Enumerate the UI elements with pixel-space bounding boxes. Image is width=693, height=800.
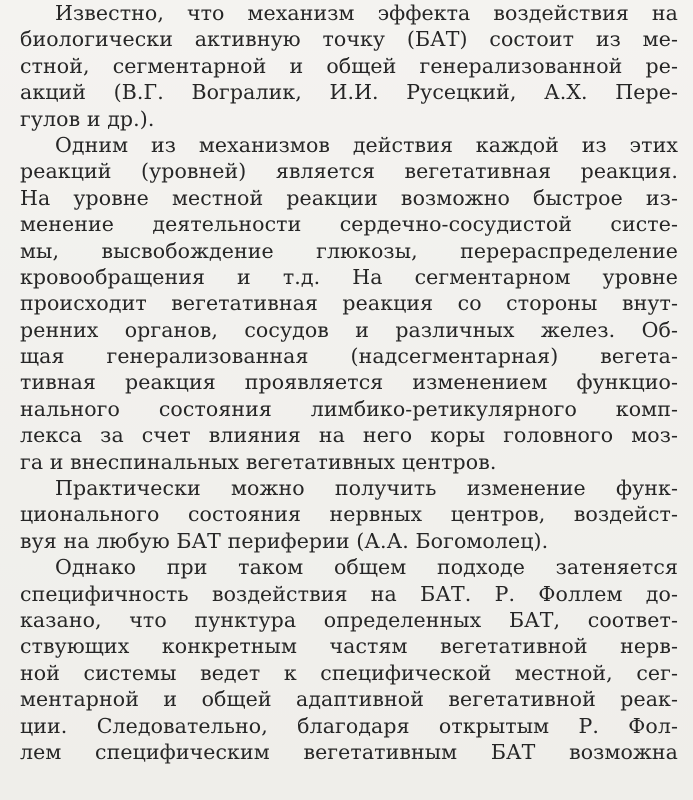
text-line: нального состояния лимбико-ретикулярного комп- — [20, 396, 678, 421]
text-line: ции. Следовательно, благодаря открытым Р. Фол- — [20, 713, 678, 738]
text-line: кровообращения и т.д. На сегментарном уровне — [20, 264, 678, 289]
text-line: ствующих конкретным частям вегетативной нерв- — [20, 634, 678, 659]
text-line: менение деятельности сердечно-сосудистой систе- — [20, 212, 678, 237]
paragraph-3 — [20, 475, 678, 554]
text-line: щая генерализованная (надсегментарная) вегета- — [20, 344, 678, 369]
text-line: Одним из механизмов действия каждой из этих — [55, 132, 678, 157]
text-line: ренних органов, сосудов и различных желез. Об- — [20, 317, 678, 342]
text-line: лекса за счет влияния на него коры головного моз- — [20, 423, 678, 448]
text-line: Практически можно получить изменение функ- — [55, 476, 678, 501]
text-line: стной, сегментарной и общей генерализованной ре- — [20, 53, 678, 78]
text-line: ционального состояния нервных центров, воздейст- — [20, 502, 678, 527]
text-line: га и внеспинальных вегетативных центров. — [20, 449, 497, 474]
text-line: акций (В.Г. Вогралик, И.И. Русецкий, А.Х. Пере- — [20, 80, 678, 105]
text-line: На уровне местной реакции возможно быстрое из- — [20, 185, 678, 210]
text-line: биологически активную точку (БАТ) состоит из ме- — [20, 27, 678, 52]
text-line: лем специфическим вегетативным БАТ возможна — [20, 739, 678, 764]
text-line: Однако при таком общем подходе затеняется — [55, 555, 678, 580]
text-line: ментарной и общей адаптивной вегетативной реак- — [20, 687, 678, 712]
paragraph-2 — [20, 132, 678, 475]
text-line: специфичность воздействия на БАТ. Р. Фоллем до- — [20, 581, 678, 606]
text-line: Известно, что механизм эффекта воздействия на — [55, 1, 678, 25]
text-line: мы, высвобождение глюкозы, перераспределение — [20, 238, 678, 263]
text-line: вуя на любую БАТ периферии (А.А. Богомолец). — [20, 528, 549, 553]
body-text — [20, 0, 678, 765]
text-line: происходит вегетативная реакция со стороны внут- — [20, 291, 678, 316]
text-line: гулов и др.). — [20, 106, 155, 131]
text-line: реакций (уровней) является вегетативная реакция. — [20, 159, 678, 184]
paragraph-1 — [20, 0, 678, 132]
text-line: ной системы ведет к специфической местной, сег- — [20, 660, 678, 685]
text-line: казано, что пунктура определенных БАТ, соответ- — [20, 607, 678, 632]
text-line: тивная реакция проявляется изменением функцио- — [20, 370, 678, 395]
paragraph-4 — [20, 554, 678, 765]
